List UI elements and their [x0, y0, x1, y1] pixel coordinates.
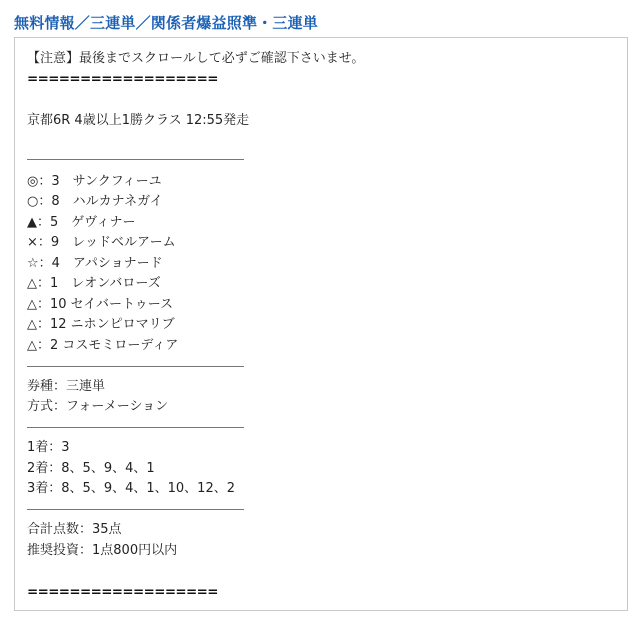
formation-third: 3着：8、5、9、4、1、10、12、2 — [27, 481, 235, 496]
divider-rule — [27, 159, 244, 160]
pick-renshita: ×：9 レッドベルアーム — [27, 235, 176, 250]
bet-type: 券種：三連単 — [27, 379, 106, 394]
bet-method: 方式：フォーメーション — [27, 399, 169, 414]
divider-rule — [27, 427, 244, 428]
pick-taikou: ○：8 ハルカナネガイ — [27, 194, 163, 209]
divider-rule — [27, 366, 244, 367]
pick-osae-2: △：10 セイバートゥース — [27, 297, 174, 312]
formation-first: 1着：3 — [27, 440, 70, 455]
pick-tanana: ▲：5 ゲヴィナー — [27, 215, 136, 230]
pick-ana: ☆：4 アパショナード — [27, 256, 163, 271]
formation-second: 2着：8、5、9、4、1 — [27, 461, 155, 476]
pick-osae-1: △：1 レオンバローズ — [27, 276, 161, 291]
divider-rule — [27, 509, 244, 510]
equals-divider-bottom: ================== — [27, 585, 218, 600]
equals-divider-top: ================== — [27, 72, 218, 87]
total-points: 合計点数：35点 — [27, 522, 122, 537]
pick-osae-4: △：2 コスモミローディア — [27, 338, 179, 353]
pick-osae-3: △：12 ニホンピロマリブ — [27, 317, 175, 332]
page-title: 無料情報／三連単／関係者爆益照準・三連単 — [14, 14, 319, 32]
pick-honmei: ◎：3 サンクフィーユ — [27, 174, 162, 189]
notice-text: 【注意】最後までスクロールして必ずご確認下さいませ。 — [27, 51, 365, 66]
race-info: 京都6R 4歳以上1勝クラス 12:55発走 — [27, 113, 250, 128]
recommended-investment: 推奨投資：1点800円以内 — [27, 543, 178, 558]
